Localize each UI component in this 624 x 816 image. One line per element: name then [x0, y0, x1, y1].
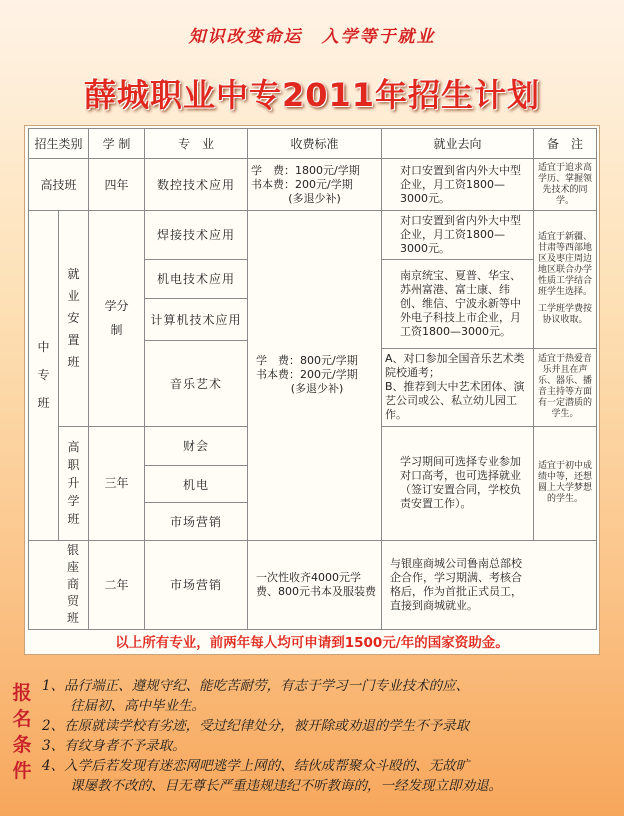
remarks-jiuye	[534, 210, 597, 348]
header-remarks: 备 注	[534, 129, 597, 159]
table-row	[29, 210, 597, 259]
duration-gaoji: 四年	[89, 159, 145, 211]
fee-gaoji-books: 书本费：200元/学期	[251, 177, 353, 191]
category-yinzuo: 银座商贸班	[29, 540, 89, 629]
requirement-item: 1、品行端正、遵规守纪、能吃苦耐劳，有志于学习一门专业技术的应、	[42, 678, 470, 694]
enrollment-plan-table	[28, 128, 597, 630]
requirements-label	[10, 680, 34, 784]
requirement-item: 4、入学后若发现有迷恋网吧逃学上网的、结伙成帮聚众斗殴的、无故旷	[42, 758, 470, 774]
header-major: 专 业	[145, 129, 248, 159]
major-accounting: 财会	[145, 426, 248, 465]
fee-zz-books: 书本费：200元/学期	[256, 368, 358, 382]
major-music: 音乐艺术	[145, 340, 248, 426]
table-row	[29, 540, 597, 629]
fee-zz-tuition: 学 费：800元/学期	[256, 354, 358, 368]
major-welding: 焊接技术应用	[145, 210, 248, 259]
requirements-label-char: 件	[12, 760, 32, 782]
major-cnc: 数控技术应用	[145, 159, 248, 211]
major-computer: 计算机技术应用	[145, 299, 248, 340]
requirements-label-char: 报	[12, 682, 32, 704]
employment-electronics: 南京统宝、夏普、华宝、苏州富港、富士康、纬创、维信、宁波永新等中外电子科技上市企业，月工资1800—3000元。	[382, 259, 534, 348]
major-yinzuo-marketing: 市场营销	[145, 540, 248, 629]
table-header-row	[29, 129, 597, 159]
slogan: 知识改变命运 入学等于就业	[188, 27, 436, 47]
major-electromech: 机电	[145, 466, 248, 503]
fee-gaoji-tuition: 学 费：1800元/学期	[251, 163, 360, 177]
subsidy-note: 以上所有专业，前两年每人均可申请到1500元/年的国家资助金。	[115, 635, 509, 651]
employment-gaozhi: 学习期间可选择专业参加对口高考，也可选择就业（签订安置合同，学校负责安置工作）。	[382, 426, 534, 540]
header-category: 招生类别	[29, 129, 89, 159]
remarks-music: 适宜于热爱音乐并且在声乐、器乐、播音主持等方面有一定潜质的学生。	[534, 348, 597, 426]
employment-music	[382, 348, 534, 426]
header-duration: 学 制	[89, 129, 145, 159]
requirements-label-char: 名	[12, 708, 32, 730]
employment-yinzuo: 与银座商城公司鲁南总部校企合作，学习期满、考核合格后，作为首批正式员工，直接到商城就业。	[382, 540, 597, 629]
remarks-jiuye-2: 工学班学费按协议收取。	[538, 304, 593, 326]
header-fee: 收费标准	[248, 129, 382, 159]
fee-yinzuo: 一次性收齐4000元学费、800元书本及服装费	[248, 540, 382, 629]
requirements-label-char: 条	[12, 734, 32, 756]
requirement-item: 往届初、高中毕业生。	[70, 698, 205, 714]
requirement-item: 3、有纹身者不予录取。	[42, 738, 186, 754]
major-marketing: 市场营销	[145, 503, 248, 540]
category-gaoji: 高技班	[29, 159, 89, 211]
employment-music-b: B、推荐到大中艺术团体、演艺公司或公、私立幼儿园工作。	[385, 380, 525, 422]
page-title: 薛城职业中专2011年招生计划	[83, 76, 541, 114]
remarks-jiuye-1: 适宜于新疆、甘肃等西部地区及枣庄周边地区联合办学性质工学结合班学生选择。	[538, 232, 593, 298]
remarks-gaoji: 适宜于追求高学历、掌握领先技术的同学。	[534, 159, 597, 211]
fee-gaoji-note: (多退少补)	[288, 191, 341, 205]
header-employment: 就业去向	[382, 129, 534, 159]
fee-zhongzhuan	[248, 210, 382, 540]
table-row	[29, 159, 597, 211]
requirement-item: 课屡教不改的、目无尊长严重违规违纪不听教诲的，一经发现立即劝退。	[70, 778, 502, 794]
employment-gaoji: 对口安置到省内外大中型企业，月工资1800—3000元。	[382, 159, 534, 211]
category-gaozhi: 高职升学班	[59, 426, 89, 540]
employment-music-a: A、对口参加全国音乐艺术类院校通考；	[385, 352, 525, 380]
duration-jiuye: 学分制	[89, 210, 145, 426]
remarks-gaozhi: 适宜于初中成绩中等，还想圆上大学梦想的学生。	[534, 426, 597, 540]
requirements-list	[42, 676, 612, 796]
fee-gaoji	[248, 159, 382, 211]
major-mechatronics: 机电技术应用	[145, 259, 248, 298]
category-zhongzhuan: 中专班	[29, 210, 59, 540]
fee-zz-note: (多退少补)	[290, 382, 344, 396]
duration-gaozhi: 三年	[89, 426, 145, 540]
category-jiuye: 就业安置班	[59, 210, 89, 426]
employment-welding: 对口安置到省内外大中型企业，月工资1800—3000元。	[382, 210, 534, 259]
duration-yinzuo: 二年	[89, 540, 145, 629]
requirement-item: 2、在原就读学校有劣迹，受过纪律处分，被开除或劝退的学生不予录取	[42, 718, 470, 734]
